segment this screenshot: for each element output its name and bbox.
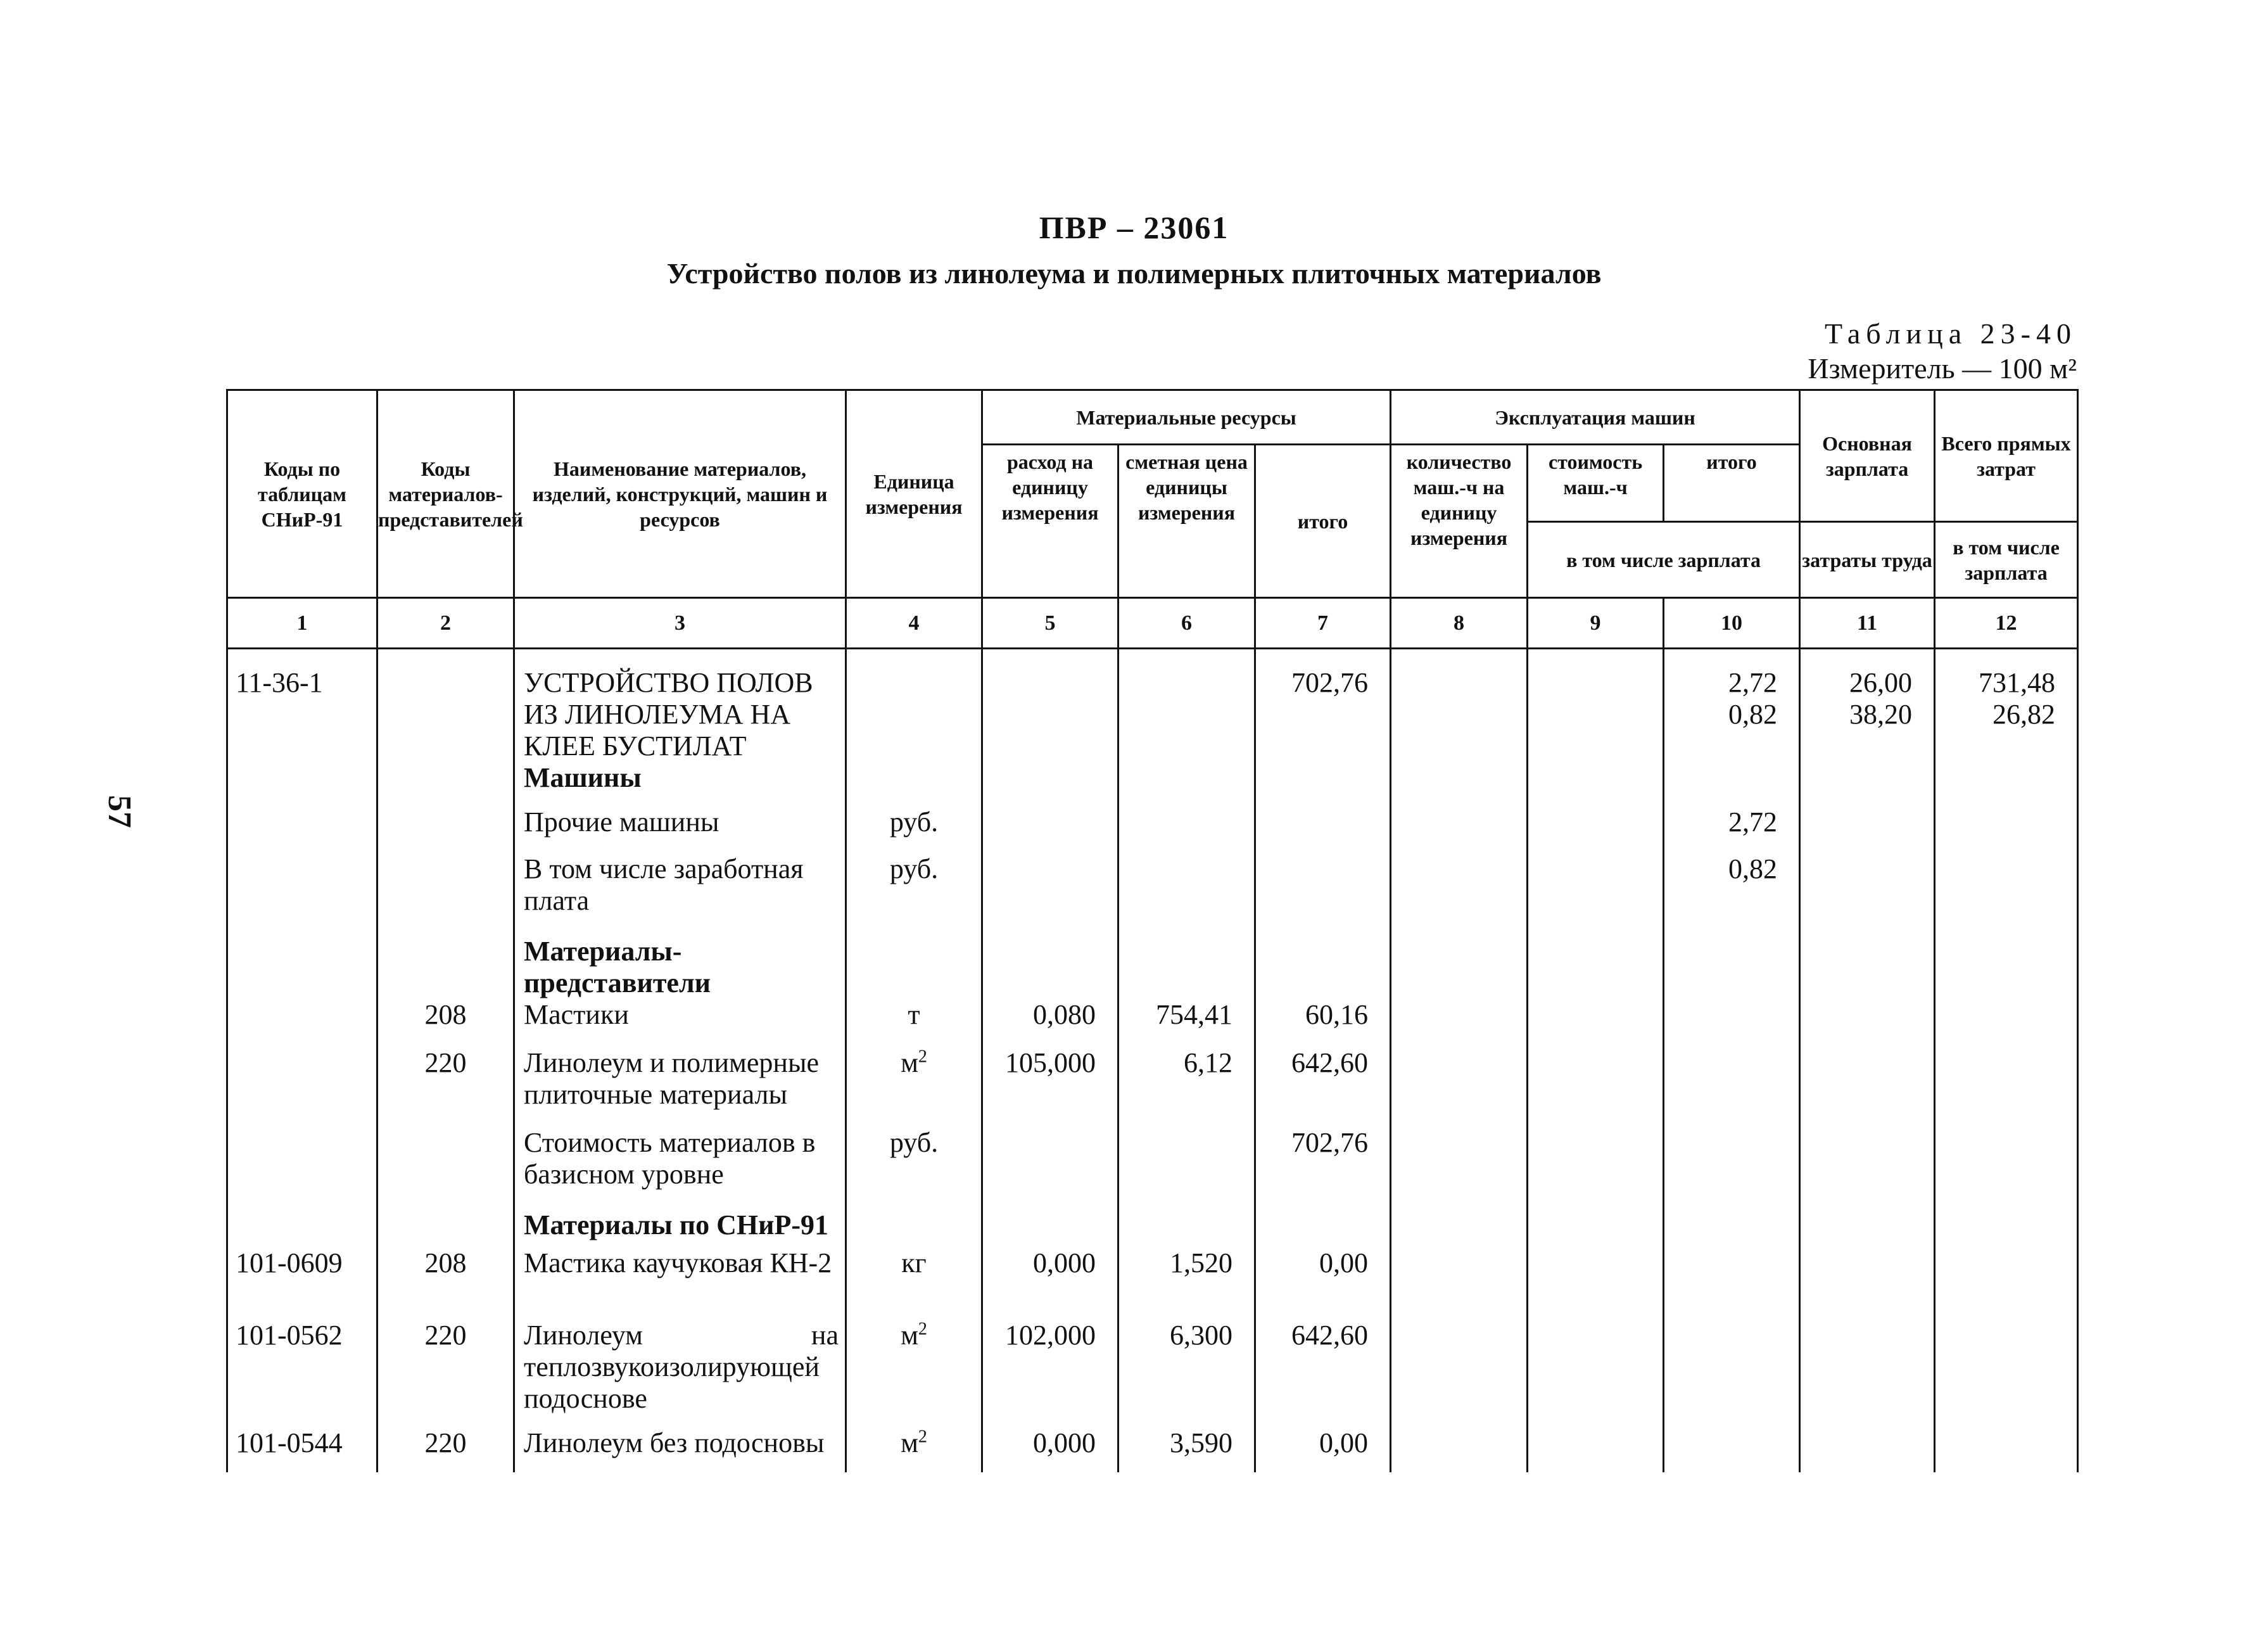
materials-total: 60,16	[1255, 999, 1391, 1047]
header-col-12: Всего прямых затрат	[1935, 390, 2078, 522]
column-number: 12	[1935, 598, 2078, 649]
representative-code: 208	[377, 1247, 514, 1320]
item-name: УСТРОЙСТВО ПОЛОВ ИЗ ЛИНОЛЕУМА НА КЛЕЕ БУСТИЛАТ	[514, 649, 846, 763]
consumption: 0,000	[982, 1427, 1118, 1472]
materials-total: 702,76	[1255, 1127, 1391, 1209]
machine-hour-cost	[1528, 649, 1664, 763]
header-col-2: Коды материалов-представителей	[377, 390, 514, 598]
table-row	[227, 1247, 2078, 1320]
section-title: Машины	[514, 762, 846, 806]
document-title: Устройство полов из линолеума и полимерных плиточных материалов	[666, 257, 1602, 290]
unit-price	[1118, 649, 1255, 763]
item-name: Стоимость материалов в базисном уровне	[514, 1127, 846, 1209]
column-number: 2	[377, 598, 514, 649]
table-row	[227, 853, 2078, 936]
direct-costs-value: 731,48	[1979, 667, 2056, 698]
unit: кг	[846, 1247, 982, 1320]
unit: руб.	[846, 1127, 982, 1209]
materials-total: 702,76	[1255, 649, 1391, 763]
header-col-3: Наименование материалов, изделий, конструкций, машин и ресурсов	[514, 390, 846, 598]
resource-table	[226, 389, 2079, 1472]
header-col-12-sub: в том числе зарплата	[1935, 522, 2078, 598]
header-col-7: итого	[1255, 445, 1391, 598]
header-col-10: итого	[1664, 445, 1800, 522]
labor-cost-value: 38,20	[1849, 699, 1913, 730]
table-row	[227, 1427, 2078, 1472]
direct-costs	[1935, 649, 2078, 763]
consumption	[982, 649, 1118, 763]
unit: т	[846, 999, 982, 1047]
machines-wage-value: 0,82	[1728, 699, 1778, 730]
column-number: 7	[1255, 598, 1391, 649]
measure-label: Измеритель — 100 м²	[1808, 352, 2077, 385]
table-row	[227, 762, 2078, 806]
materials-total: 642,60	[1255, 1320, 1391, 1427]
representative-code: 208	[377, 999, 514, 1047]
item-name: Мастики	[514, 999, 846, 1047]
header-group-machines: Эксплуатация машин	[1391, 390, 1800, 445]
unit	[846, 1320, 982, 1427]
column-number: 6	[1118, 598, 1255, 649]
page-number: 57	[101, 795, 137, 828]
materials-total: 0,00	[1255, 1247, 1391, 1320]
consumption: 105,000	[982, 1047, 1118, 1127]
section-title: Материалы по СНиР-91	[514, 1209, 846, 1247]
column-number: 5	[982, 598, 1118, 649]
unit-price: 3,590	[1118, 1427, 1255, 1472]
header-col-11-sub: затраты труда	[1800, 522, 1935, 598]
representative-code: 220	[377, 1320, 514, 1427]
item-name: Мастика каучуковая КН-2	[514, 1247, 846, 1320]
unit-price: 1,520	[1118, 1247, 1255, 1320]
unit-price: 6,12	[1118, 1047, 1255, 1127]
representative-code: 220	[377, 1427, 514, 1472]
snir-code: 101-0544	[227, 1427, 377, 1472]
unit	[846, 1047, 982, 1127]
unit-exponent: 2	[918, 1427, 927, 1447]
table-row	[227, 1209, 2078, 1247]
table-row	[227, 999, 2078, 1047]
header-col-9: стоимость маш.-ч	[1528, 445, 1664, 522]
unit	[846, 649, 982, 763]
base-wage-value: 26,00	[1849, 667, 1913, 698]
column-number: 10	[1664, 598, 1800, 649]
unit-price: 6,300	[1118, 1320, 1255, 1427]
column-number: 1	[227, 598, 377, 649]
unit-price: 754,41	[1118, 999, 1255, 1047]
item-name: Линолеум и полимерные плиточные материалы	[514, 1047, 846, 1127]
header-col-8: количество маш.-ч на единицу измерения	[1391, 445, 1528, 598]
table-row	[227, 1320, 2078, 1427]
machines-total: 0,82	[1664, 853, 1800, 936]
header-col-9-10-sub: в том числе зарплата	[1528, 522, 1800, 598]
machines-total	[1664, 649, 1800, 763]
consumption: 102,000	[982, 1320, 1118, 1427]
unit-exponent: 2	[918, 1319, 927, 1339]
table-row	[227, 936, 2078, 999]
unit-text: м	[901, 1427, 918, 1458]
column-number: 8	[1391, 598, 1528, 649]
machine-hours	[1391, 649, 1528, 763]
table-row	[227, 1047, 2078, 1127]
unit: руб.	[846, 806, 982, 853]
column-number: 11	[1800, 598, 1935, 649]
column-number: 4	[846, 598, 982, 649]
item-name: Прочие машины	[514, 806, 846, 853]
header-col-4: Единица измерения	[846, 390, 982, 598]
unit-text: м	[901, 1047, 918, 1078]
table-row	[227, 649, 2078, 763]
section-title: Материалы-представители	[514, 936, 846, 999]
snir-code: 11-36-1	[227, 649, 377, 763]
base-wage	[1800, 649, 1935, 763]
header-col-11: Основная зарплата	[1800, 390, 1935, 522]
header-col-5: расход на единицу измерения	[982, 445, 1118, 598]
snir-code: 101-0562	[227, 1320, 377, 1427]
item-name: Линолеум без подосновы	[514, 1427, 846, 1472]
document-code: ПВР – 23061	[1039, 210, 1229, 245]
column-number: 9	[1528, 598, 1664, 649]
materials-total: 642,60	[1255, 1047, 1391, 1127]
item-name: Линолеум на теплозвукоизолирующей подоснове	[514, 1320, 846, 1427]
consumption: 0,000	[982, 1247, 1118, 1320]
header-col-6: сметная цена единицы измерения	[1118, 445, 1255, 598]
header-group-materials: Материальные ресурсы	[982, 390, 1391, 445]
representative-code	[377, 649, 514, 763]
direct-wage-value: 26,82	[1992, 699, 2056, 730]
consumption: 0,080	[982, 999, 1118, 1047]
machines-total: 2,72	[1664, 806, 1800, 853]
unit	[846, 1427, 982, 1472]
unit-text: м	[901, 1320, 918, 1351]
table-row	[227, 1127, 2078, 1209]
table-label: Таблица 23-40	[1824, 317, 2077, 350]
header-col-1: Коды по таблицам СНиР-91	[227, 390, 377, 598]
representative-code: 220	[377, 1047, 514, 1127]
materials-total: 0,00	[1255, 1427, 1391, 1472]
column-number: 3	[514, 598, 846, 649]
unit: руб.	[846, 853, 982, 936]
machines-total-value: 2,72	[1728, 667, 1778, 698]
item-name: В том числе заработная плата	[514, 853, 846, 936]
snir-code: 101-0609	[227, 1247, 377, 1320]
table-row	[227, 806, 2078, 853]
unit-exponent: 2	[918, 1047, 927, 1067]
